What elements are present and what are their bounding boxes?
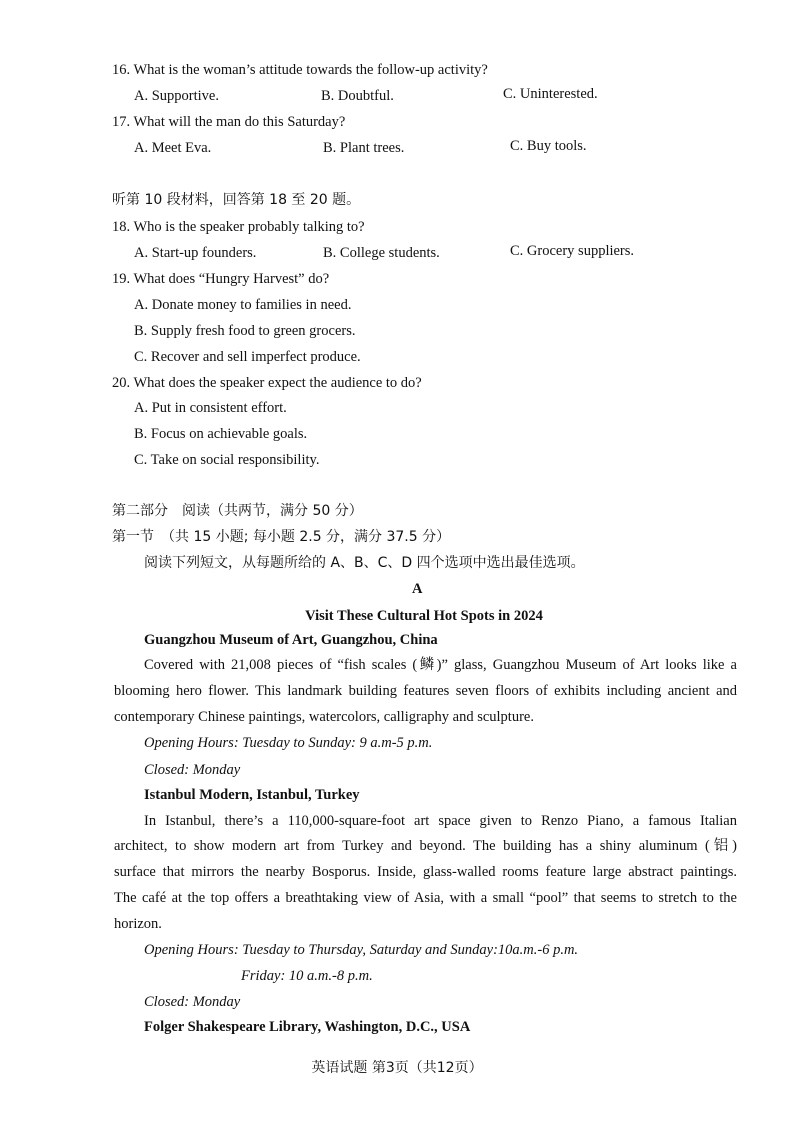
- q16-option-b: B. Doubtful.: [321, 88, 394, 104]
- page-footer: 英语试题 第3页（共12页）: [311, 1060, 483, 1076]
- spot1-hours: Opening Hours: Tuesday to Sunday: 9 a.m-5 p.m.: [144, 735, 433, 751]
- spot2-line-5: horizon.: [114, 916, 162, 932]
- question-16: 16. What is the woman’s attitude towards the follow-up activity?: [112, 62, 488, 78]
- spot2-heading: Istanbul Modern, Istanbul, Turkey: [144, 787, 360, 803]
- spot2-closed: Closed: Monday: [144, 994, 241, 1010]
- q17-option-a: A. Meet Eva.: [134, 140, 212, 156]
- spot3-heading: Folger Shakespeare Library, Washington, D.C., USA: [144, 1019, 471, 1035]
- q16-option-c: C. Uninterested.: [503, 86, 598, 102]
- reading-part-title: 第二部分 阅读（共两节，满分 50 分）: [112, 503, 363, 519]
- q19-option-a: A. Donate money to families in need.: [134, 297, 352, 313]
- q18-option-c: C. Grocery suppliers.: [510, 243, 635, 259]
- question-17: 17. What will the man do this Saturday?: [112, 114, 346, 130]
- question-20: 20. What does the speaker expect the audience to do?: [112, 375, 422, 391]
- q20-option-a: A. Put in consistent effort.: [134, 400, 287, 416]
- reading-section-title: 第一节 （共 15 小题; 每小题 2.5 分，满分 37.5 分）: [112, 529, 451, 545]
- spot2-hours-2: Friday: 10 a.m.-8 p.m.: [241, 968, 373, 984]
- spot2-line-4: The café at the top offers a breathtaking view of Asia, with a small “pool” that seems to stretch to the: [114, 890, 737, 906]
- spot1-heading: Guangzhou Museum of Art, Guangzhou, China: [144, 632, 438, 648]
- spot1-line-2: blooming hero flower. This landmark building features seven floors of exhibits including ancient and: [114, 683, 737, 699]
- reading-instruction: 阅读下列短文，从每题所给的 A、B、C、D 四个选项中选出最佳选项。: [144, 555, 585, 571]
- spot1-closed: Closed: Monday: [144, 762, 241, 778]
- spot1-line-3: contemporary Chinese paintings, watercolors, calligraphy and sculpture.: [114, 709, 534, 725]
- question-18: 18. Who is the speaker probably talking to?: [112, 219, 365, 235]
- spot2-line-2: architect, to show modern art from Turkey and beyond. The building has a shiny aluminum (铝): [114, 838, 737, 854]
- listening-instruction-10: 听第 10 段材料，回答第 18 至 20 题。: [112, 192, 361, 208]
- q19-option-b: B. Supply fresh food to green grocers.: [134, 323, 356, 339]
- spot1-line-1: Covered with 21,008 pieces of “fish scales (鳞)” glass, Guangzhou Museum of Art looks like a: [144, 657, 737, 673]
- q20-option-b: B. Focus on achievable goals.: [134, 426, 308, 442]
- spot2-hours-1: Opening Hours: Tuesday to Thursday, Saturday and Sunday:10a.m.-6 p.m.: [144, 942, 579, 958]
- q18-option-a: A. Start-up founders.: [134, 245, 257, 261]
- q16-option-a: A. Supportive.: [134, 88, 219, 104]
- question-19: 19. What does “Hungry Harvest” do?: [112, 271, 330, 287]
- passage-letter: A: [412, 581, 423, 597]
- q17-option-c: C. Buy tools.: [510, 138, 587, 154]
- passage-title: Visit These Cultural Hot Spots in 2024: [305, 608, 543, 624]
- q19-option-c: C. Recover and sell imperfect produce.: [134, 349, 361, 365]
- spot2-line-1: In Istanbul, there’s a 110,000-square-foot art space given to Renzo Piano, a famous Italian: [144, 813, 737, 829]
- spot2-line-3: surface that mirrors the nearby Bosporus. Inside, glass-walled rooms feature large abstract paintings.: [114, 864, 737, 880]
- q18-option-b: B. College students.: [323, 245, 440, 261]
- q17-option-b: B. Plant trees.: [323, 140, 405, 156]
- q20-option-c: C. Take on social responsibility.: [134, 452, 320, 468]
